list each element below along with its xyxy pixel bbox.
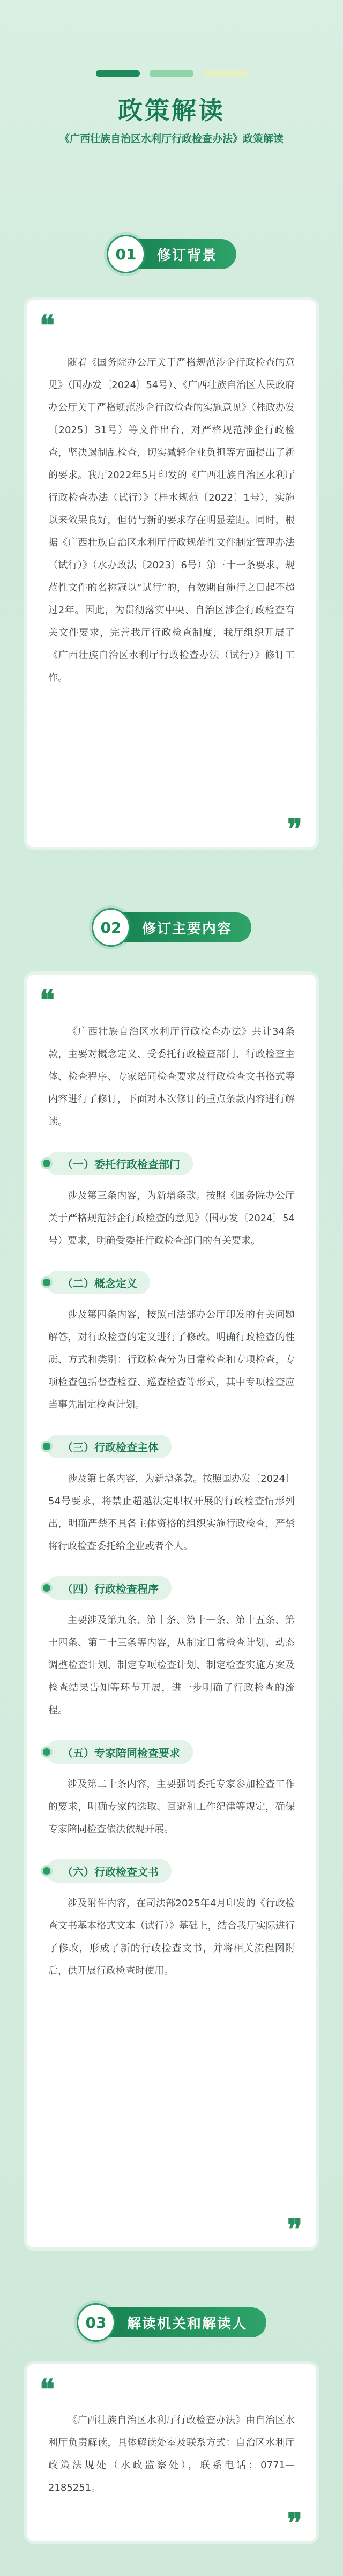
subsection-text-5: 涉及第二十条内容，主要强调委托专家参加检查工作的要求，明确专家的选取、回避和工作纪律等规定，确保专家陪同检查依法依规开展。: [48, 1779, 295, 1835]
decorative-bars: [0, 70, 343, 77]
subsection-text-6: 涉及附件内容，在司法部2025年4月印发的《行政检查文书基本格式文本（试行）》基础上，结合我厅实际进行了修改，形成了新的行政检查文书，并将相关流程图附后，供开展行政检查时使用。: [48, 1898, 295, 1977]
interpreter-text: 《广西壮族自治区水利厅行政检查办法》由自治区水利厅负责解读，具体解读处室及联系方式：自治区水利厅政策法规处（水政监察处），联系电话：0771—2185251。: [48, 2415, 295, 2493]
subsection-heading-6: （六）行政检查文书: [46, 1859, 172, 1883]
quote-open-icon: ❝: [40, 2373, 55, 2406]
quote-close-icon: ❞: [287, 2213, 302, 2246]
section-number-badge: [77, 2303, 115, 2342]
section-header-02: [0, 908, 343, 947]
deco-bar-mid: [150, 70, 193, 77]
section-title: 修订主要内容: [118, 912, 251, 942]
subsection-text-4: 主要涉及第九条、第十条、第十一条、第十五条、第十四条、第二十三条等内容，从制定日常检查计划、动态调整检查计划、制定专项检查计划、制定检查实施方案及检查结果告知等环节开展，进一步明确了行政检查的流程。: [48, 1615, 295, 1716]
deco-bar-dark: [96, 70, 140, 77]
interpreter-card: [27, 2364, 316, 2541]
subsection-heading-1: （一）委托行政检查部门: [46, 1152, 193, 1175]
revision-intro: 《广西壮族自治区水利厅行政检查办法》共计34条款，主要对概念定义、受委托行政检查部门、行政检查主体、检查程序、专家陪同检查要求及行政检查文书格式等内容进行了修订，下面对本次修订的重点条款内容进行解读。: [48, 1026, 295, 1127]
background-paragraph: 随着《国务院办公厅关于严格规范涉企行政检查的意见》（国办发〔2024〕54号）、《广西壮族自治区人民政府办公厅关于严格规范涉企行政检查的实施意见》（桂政办发〔2025〕31号）等文件出台，对严格规范涉企行政检查，坚决遏制乱检查，切实减轻企业负担等方面提出了新的要求。我厅2022年5月印发的《广西壮族自治区水利厅行政检查办法（试行）》（桂水规范〔2022〕1号），实施以来效果良好，但仍与新的要求存在明显差距。同时，根据《广西壮族自治区水利厅行政规范性文件制定管理办法（试行）》（水办政法〔2023〕6号）第三十一条要求，规范性文件的名称冠以“试行”的，有效期自施行之日起不超过2年。因此，为贯彻落实中央、自治区涉企行政检查有关文件要求，完善我厅行政检查制度，我厅组织开展了《广西壮族自治区水利厅行政检查办法（试行）》修订工作。: [48, 357, 295, 684]
section-title: 修订背景: [133, 239, 236, 269]
subsection-heading-5: （五）专家陪同检查要求: [46, 1740, 193, 1764]
background-card: [27, 300, 316, 847]
section-number: 03: [85, 2313, 107, 2332]
subsection-heading-4: （四）行政检查程序: [46, 1576, 172, 1600]
section-number: 01: [115, 245, 137, 263]
page-title: 政策解读: [118, 96, 225, 125]
section-header-03: [0, 2303, 343, 2342]
section-number-badge: [107, 235, 145, 273]
deco-bar-light: [203, 70, 247, 77]
subsection-heading-3: （三）行政检查主体: [46, 1435, 172, 1458]
subsection-text-3: 涉及第七条内容，为新增条款。按照国办发〔2024〕54号要求，将禁止超越法定职权开展的行政检查情形列出，明确严禁不具备主体资格的组织实施行政检查，严禁将行政检查委托给企业或者个人。: [48, 1473, 295, 1552]
section-number-badge: [92, 908, 130, 947]
quote-open-icon: ❝: [40, 984, 55, 1016]
section-header-01: [0, 235, 343, 273]
revision-card: [27, 975, 316, 2247]
subsection-text-1: 涉及第三条内容，为新增条款。按照《国务院办公厅关于严格规范涉企行政检查的意见》（国办发〔2024〕54号）要求，明确受委托行政检查部门的有关要求。: [48, 1190, 295, 1246]
section-title: 解读机关和解读人: [103, 2307, 266, 2337]
quote-open-icon: ❝: [40, 309, 55, 342]
section-number: 02: [100, 918, 122, 937]
subsection-heading-2: （二）概念定义: [46, 1271, 150, 1294]
page-subtitle: 《广西壮族自治区水利厅行政检查办法》政策解读: [59, 133, 284, 145]
quote-close-icon: ❞: [287, 812, 302, 845]
subsection-text-2: 涉及第四条内容，按照司法部办公厅印发的有关问题解答，对行政检查的定义进行了修改。明确行政检查的性质、方式和类别：行政检查分为日常检查和专项检查，专项检查包括督查检查、巡查检查等形式，其中专项检查应当事先制定检查计划。: [48, 1309, 295, 1411]
quote-close-icon: ❞: [287, 2506, 302, 2540]
